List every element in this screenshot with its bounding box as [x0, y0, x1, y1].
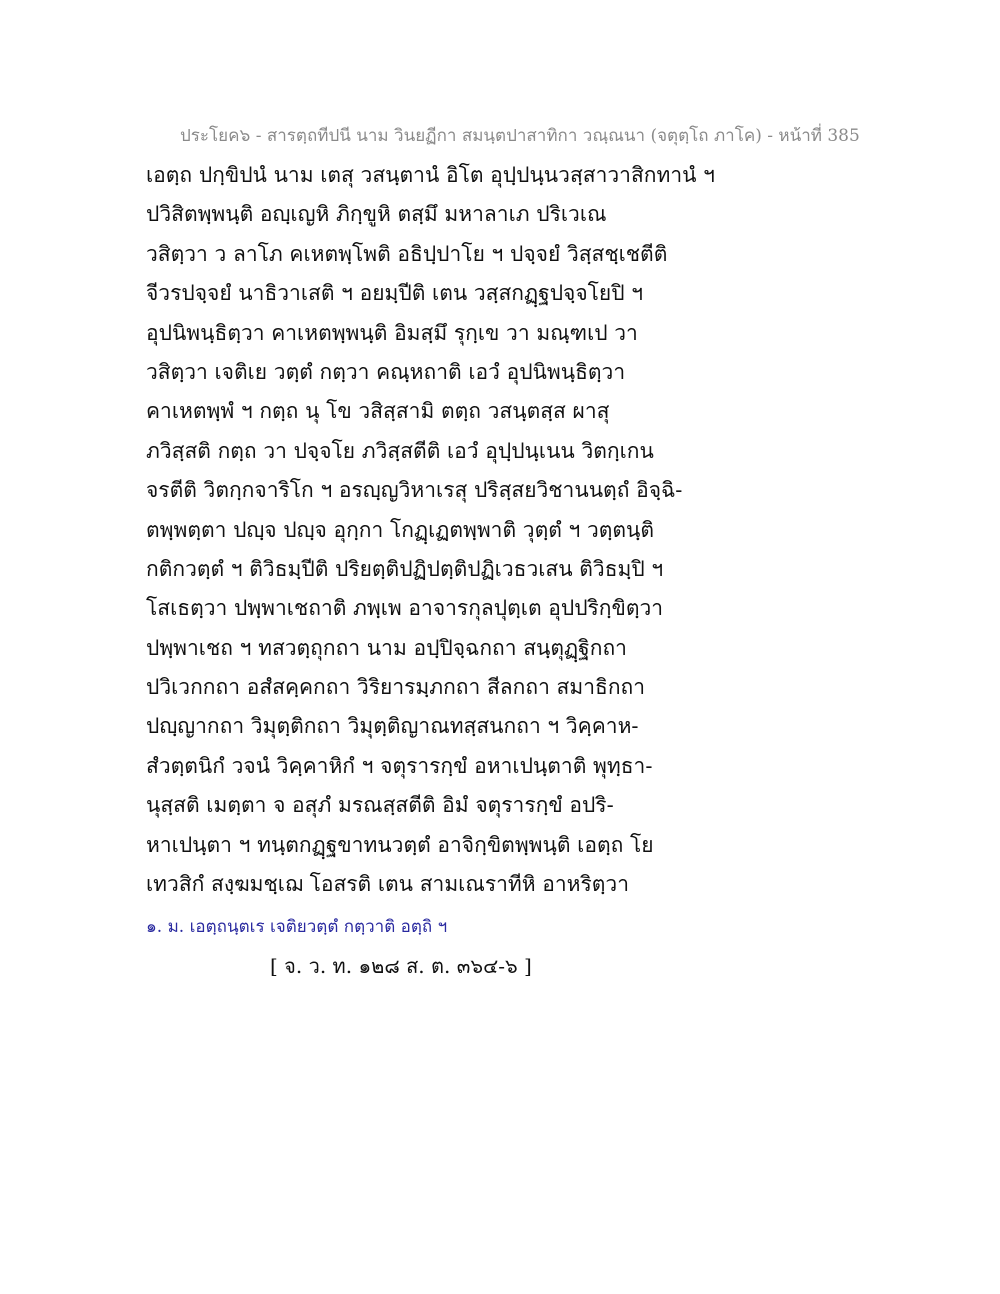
body-line: เทวสิกํ สงฺฆมชฺเฌ โอสรติ เตน สามเณราทีหิ อาหริตฺวา: [146, 872, 630, 897]
body-line: โสเธตฺวา ปพฺพาเชถาติ ภพฺเพ อาจารกุลปุตฺเต อุปปริกฺขิตฺวา: [146, 596, 664, 621]
body-line: คาเหตพฺพํ ฯ กตฺถ นุ โข วสิสฺสามิ ตตฺถ วสนฺตสฺส ผาสุ: [146, 399, 610, 424]
running-header: ประโยค๖ - สารตฺถทีปนี นาม วินยฏีกา สมนฺตปาสาทิกา วณฺณนา (จตุตฺโถ ภาโค) - หน้าที่ 385: [180, 126, 860, 146]
body-line: จรตีติ วิตกฺกจาริโก ฯ อรญฺญวิหาเรสุ ปริสฺสยวิชานนตฺถํ อิจฺฉิ-: [146, 478, 683, 503]
body-line: ปญฺญากถา วิมุตฺติกถา วิมุตฺติญาณทสฺสนกถา ฯ วิคฺคาห-: [146, 714, 639, 739]
body-line: อุปนิพนฺธิตฺวา คาเหตพฺพนฺติ อิมสฺมึ รุกฺเข วา มณฺฑเป วา: [146, 320, 638, 345]
body-line: ปพฺพาเชถ ฯ ทสวตฺถุกถา นาม อปฺปิจฺฉกถา สนฺตุฏฺฐิกถา: [146, 635, 627, 660]
body-line: ตพฺพตฺตา ปญฺจ ปญฺจ อุกฺกา โกฏฺเฏตพฺพาติ วุตฺตํ ฯ วตฺตนฺติ: [146, 517, 655, 542]
body-line: วสิตฺวา ว ลาโภ คเหตพฺโพติ อธิปฺปาโย ฯ ปจฺจยํ วิสฺสชฺเชตีติ: [146, 241, 668, 266]
body-line: หาเปนฺตา ฯ ทนฺตกฏฺฐขาทนวตฺตํ อาจิกฺขิตพฺพนฺติ เอตฺถ โย: [146, 832, 654, 857]
body-line: วสิตฺวา เจติเย วตฺตํ กตฺวา คณฺหถาติ เอวํ อุปนิพนฺธิตฺวา: [146, 359, 626, 384]
source-reference: [ จ. ว. ท. ๑๒๘ ส. ต. ๓๖๔-๖ ]: [270, 954, 532, 978]
body-line: เอตฺถ ปกฺขิปนํ นาม เตสุ วสนฺตานํ อิโต อุปฺปนฺนวสฺสาวาสิกทานํ ฯ: [146, 163, 715, 187]
body-line: สํวตฺตนิกํ วจนํ วิคฺคาหิกํ ฯ จตุรารกฺขํ อหาเปนฺตาติ พุทฺธา-: [146, 753, 653, 778]
body-line: นุสฺสติ เมตฺตา จ อสุภํ มรณสฺสตีติ อิมํ จตุรารกฺขํ อปริ-: [146, 793, 614, 818]
body-line: ปวิสิตพฺพนฺติ อญฺเญหิ ภิกฺขูหิ ตสฺมึ มหาลาเภ ปริเวเณ: [146, 202, 607, 227]
body-line: กติกวตฺตํ ฯ ติวิธมฺปีติ ปริยตฺติปฏิปตฺติปฏิเวธวเสน ติวิธมฺปิ ฯ: [146, 556, 664, 581]
body-line: ปวิเวกกถา อสํสคฺคกถา วิริยารมฺภกถา สีลกถา สมาธิกถา: [146, 675, 646, 700]
body-text: [146, 156, 766, 904]
body-line: จีวรปจฺจยํ นาธิวาเสติ ฯ อยมฺปีติ เตน วสฺสกฏฺฐปจฺจโยปิ ฯ: [146, 281, 644, 306]
footnote: ๑. ม. เอตฺถนฺตเร เจติยวตฺตํ กตฺวาติ อตฺถิ ฯ: [146, 917, 448, 937]
body-line: ภวิสฺสติ กตฺถ วา ปจฺจโย ภวิสฺสตีติ เอวํ อุปฺปนฺเนน วิตกฺเกน: [146, 438, 654, 463]
